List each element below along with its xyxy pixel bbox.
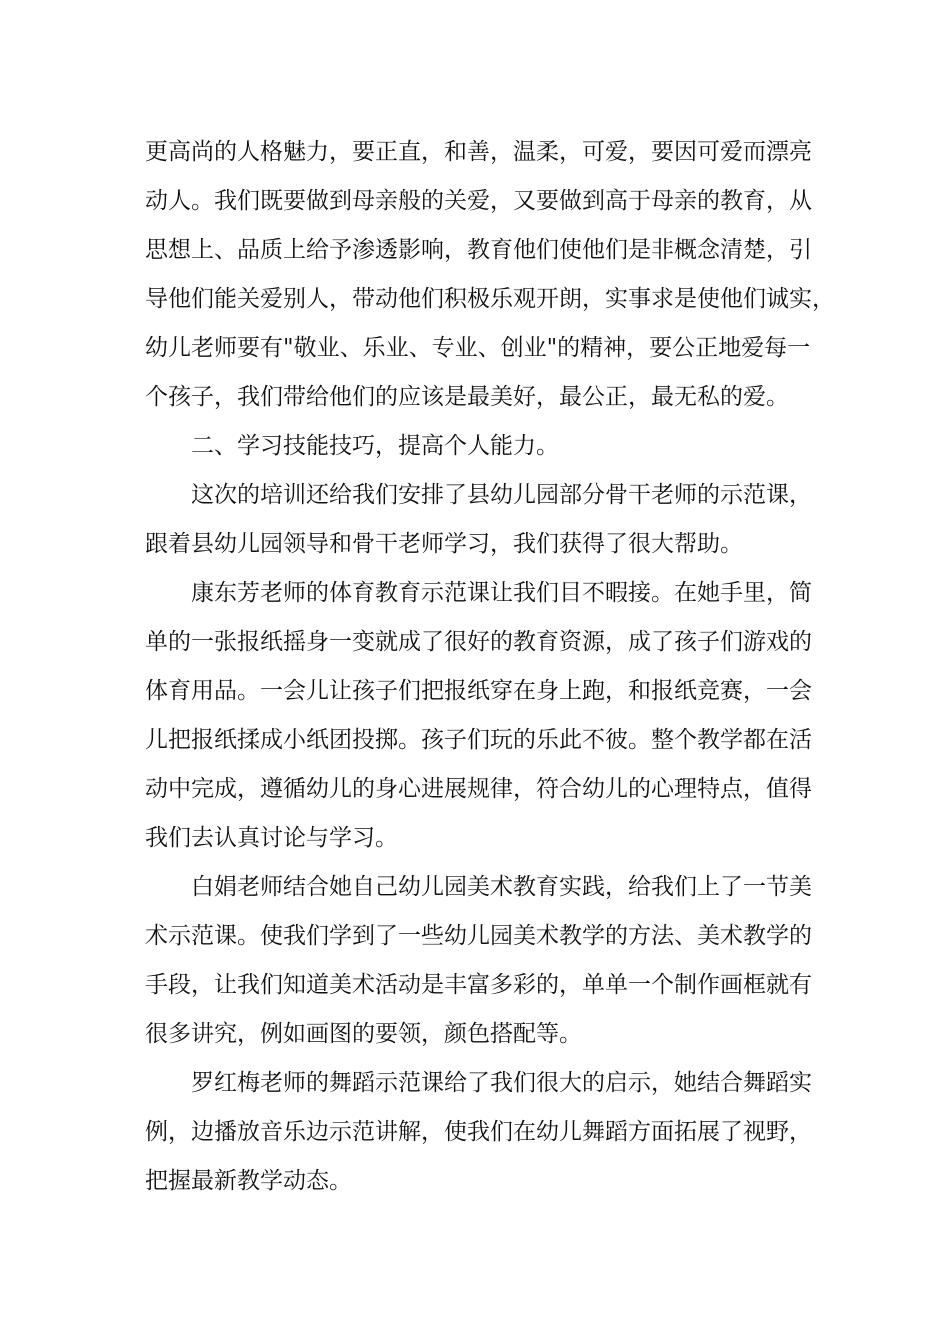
text-line: 儿把报纸揉成小纸团投掷。孩子们玩的乐此不彼。整个教学都在活 [145,727,812,753]
text-line: 例，边播放音乐边示范讲解，使我们在幼儿舞蹈方面拓展了视野， [145,1119,812,1145]
document-body [145,128,835,1206]
text-line: 个孩子，我们带给他们的应该是最美好，最公正，最无私的爱。 [145,384,789,410]
text-line: 导他们能关爱别人，带动他们积极乐观开朗，实事求是使他们诚实， [145,286,835,312]
text-line: 这次的培训还给我们安排了县幼儿园部分骨干老师的示范课， [191,482,812,508]
text-line: 动人。我们既要做到母亲般的关爱，又要做到高于母亲的教育，从 [145,188,812,214]
text-line: 康东芳老师的体育教育示范课让我们目不暇接。在她手里，简 [191,580,812,606]
text-line: 单的一张报纸摇身一变就成了很好的教育资源，成了孩子们游戏的 [145,629,812,655]
text-line: 把握最新教学动态。 [145,1168,352,1194]
text-line: 手段，让我们知道美术活动是丰富多彩的，单单一个制作画框就有 [145,972,812,998]
text-line: 体育用品。一会儿让孩子们把报纸穿在身上跑，和报纸竞赛，一会 [145,678,812,704]
text-line: 跟着县幼儿园领导和骨干老师学习，我们获得了很大帮助。 [145,531,743,557]
text-line: 白娟老师结合她自己幼儿园美术教育实践，给我们上了一节美 [191,874,812,900]
text-line: 很多讲究，例如画图的要领，颜色搭配等。 [145,1021,582,1047]
text-line: 思想上、品质上给予渗透影响，教育他们使他们是非概念清楚，引 [145,237,812,263]
text-line: 幼儿老师要有"敬业、乐业、专业、创业"的精神，要公正地爱每一 [145,335,811,361]
text-line: 术示范课。使我们学到了一些幼儿园美术教学的方法、美术教学的 [145,923,812,949]
text-line: 更高尚的人格魅力，要正直，和善，温柔，可爱，要因可爱而漂亮 [145,139,812,165]
text-line: 我们去认真讨论与学习。 [145,825,398,851]
text-line: 二、学习技能技巧，提高个人能力。 [191,433,559,459]
text-line: 罗红梅老师的舞蹈示范课给了我们很大的启示，她结合舞蹈实 [191,1070,812,1096]
text-line: 动中完成，遵循幼儿的身心进展规律，符合幼儿的心理特点，值得 [145,776,812,802]
